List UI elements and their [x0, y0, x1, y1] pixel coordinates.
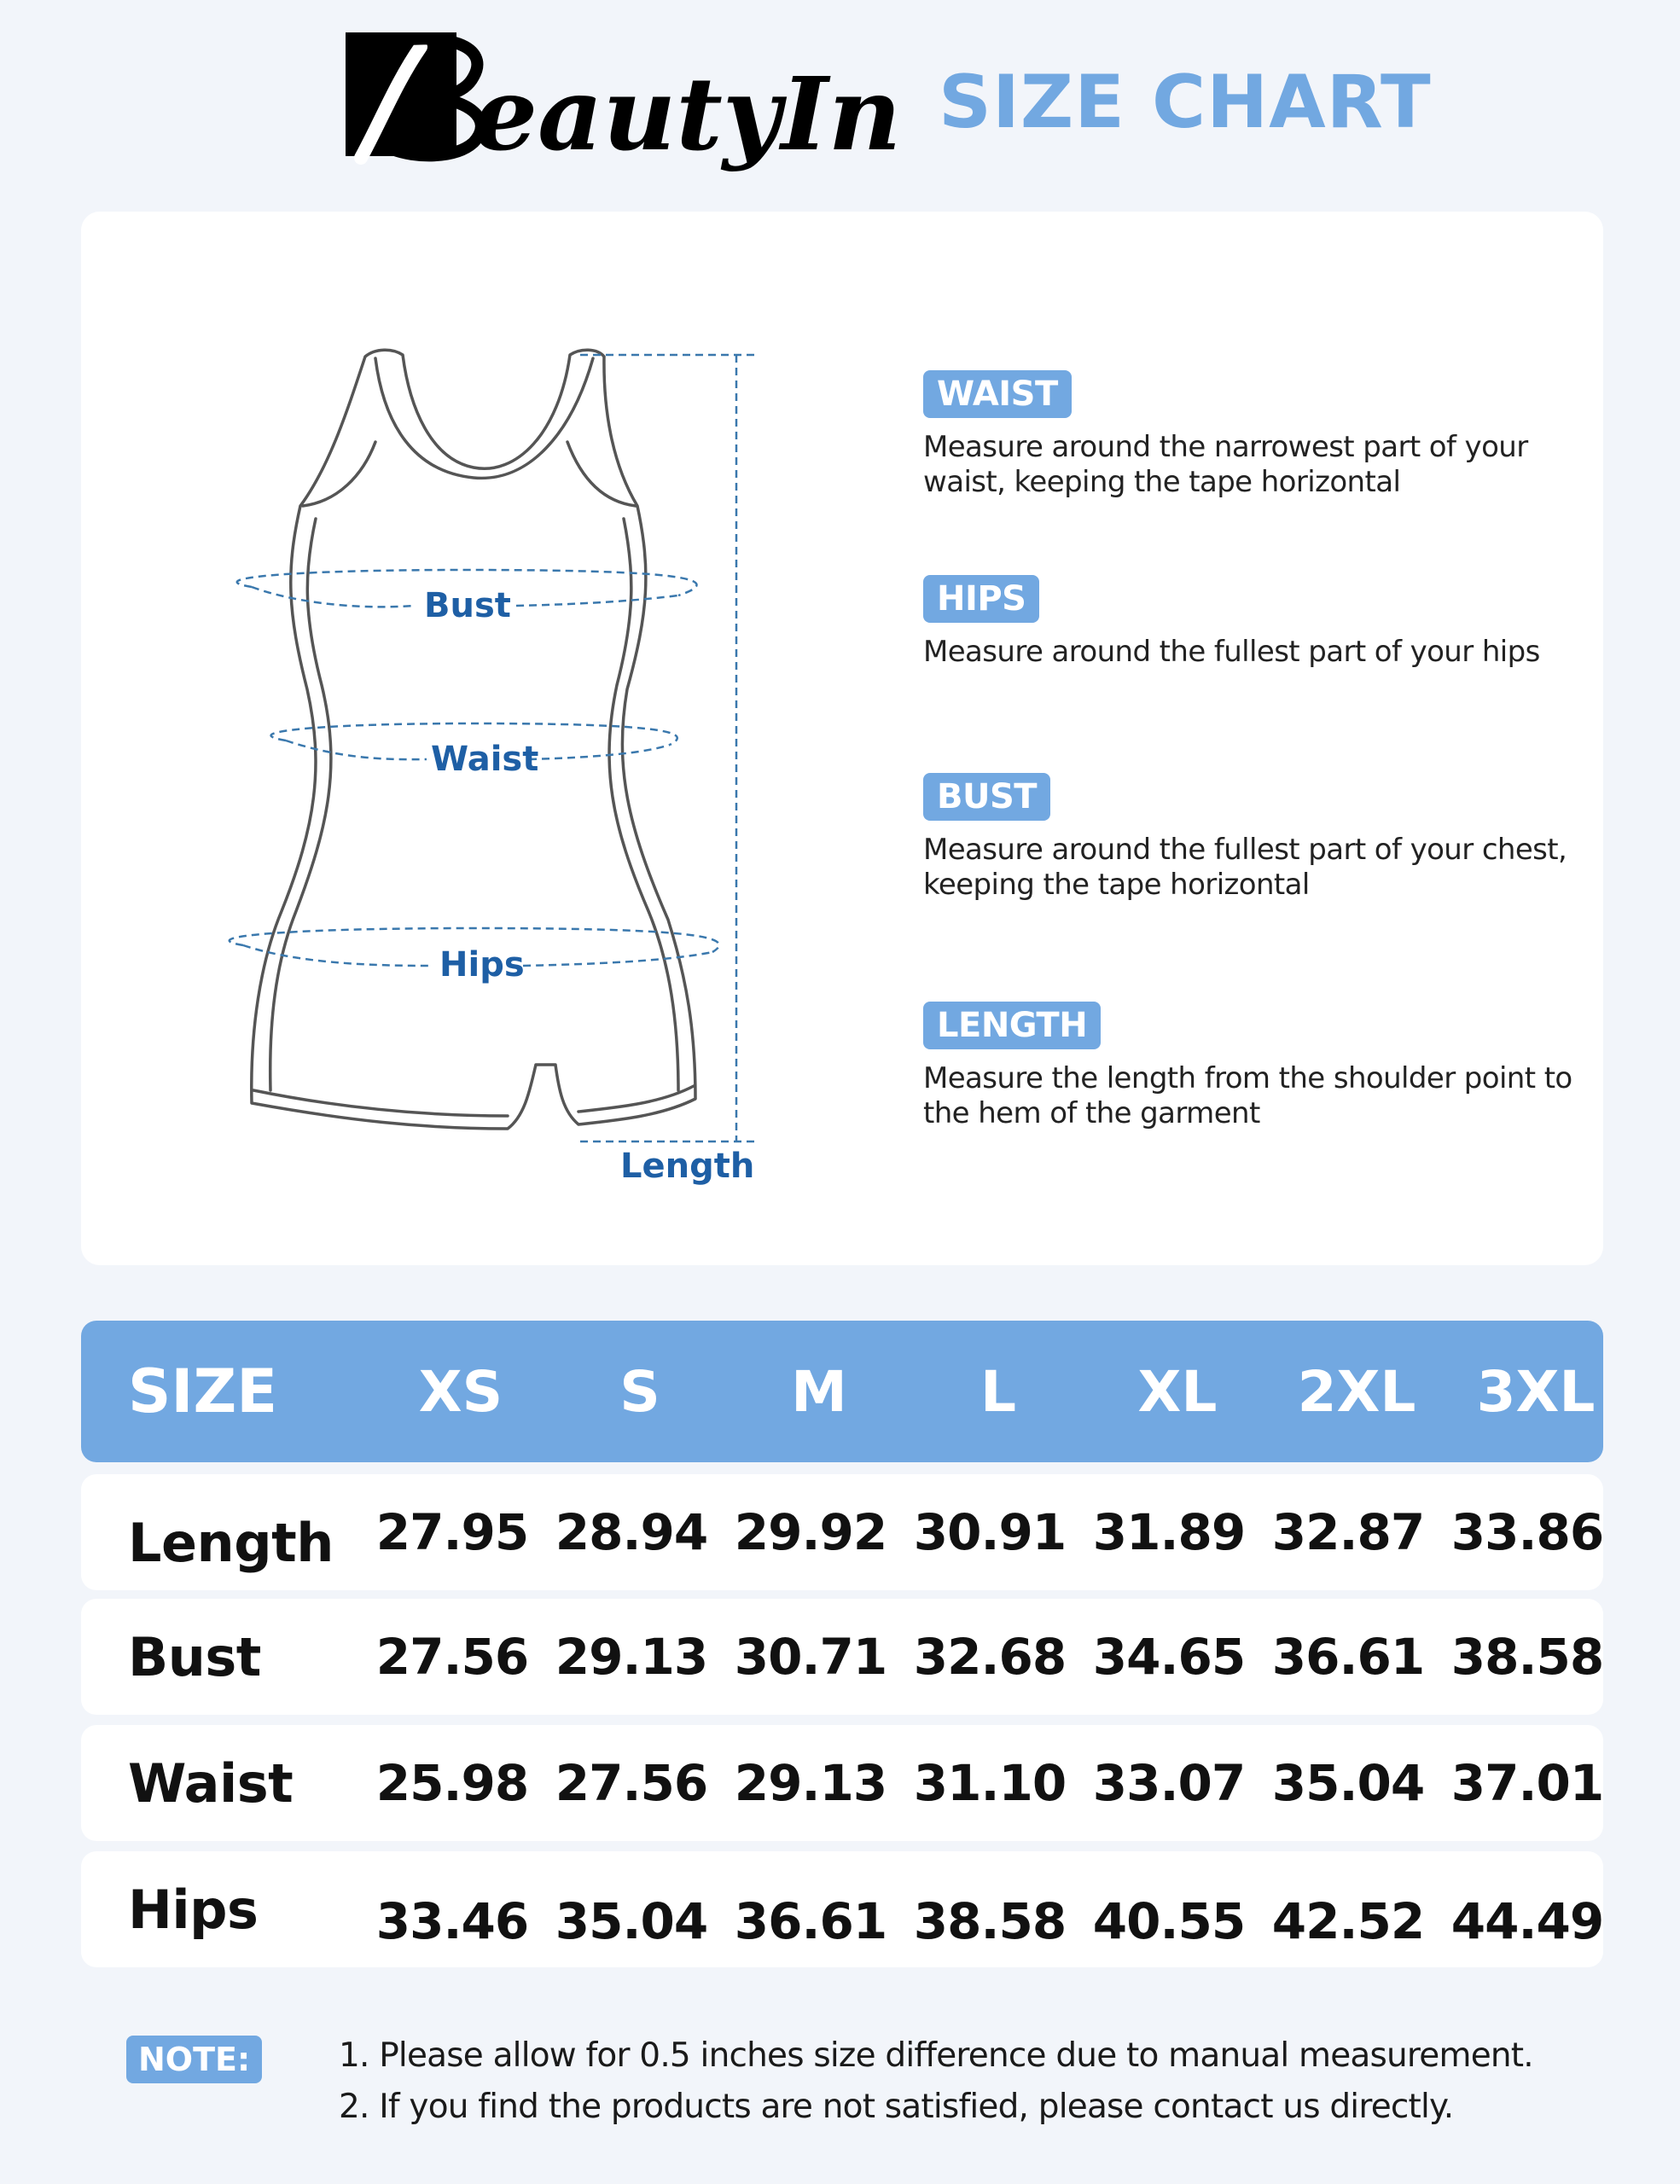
table-cell: 40.55: [1092, 1892, 1246, 1950]
guide-hips-text: Measure around the fullest part of your hips: [923, 635, 1540, 669]
guide-waist-text: Measure around the narrowest part of your waist, keeping the tape horizontal: [923, 430, 1528, 499]
table-cell: 37.01: [1450, 1754, 1604, 1812]
table-cell: 29.13: [734, 1754, 887, 1812]
table-cell: 36.61: [734, 1892, 887, 1950]
brand-logo: [346, 30, 904, 196]
notes: [339, 2030, 1619, 2133]
table-cell: 32.87: [1271, 1503, 1425, 1561]
table-cell: 27.56: [555, 1754, 708, 1812]
table-cell: 42.52: [1271, 1892, 1425, 1950]
table-cell: 33.86: [1450, 1503, 1604, 1561]
table-cell: 30.71: [734, 1628, 887, 1686]
header-size-3xl: 3XL: [1476, 1358, 1596, 1425]
table-cell: 32.68: [913, 1628, 1067, 1686]
guide-length: [923, 1002, 1589, 1131]
guide-length-text: Measure the length from the shoulder point to the hem of the garment: [923, 1061, 1572, 1130]
header-size-label: SIZE: [128, 1356, 278, 1426]
table-cell: 33.07: [1092, 1754, 1246, 1812]
logo-wordmark: eautyIn: [474, 55, 902, 173]
table-cell: 28.94: [555, 1503, 708, 1561]
row-label: Hips: [128, 1878, 259, 1941]
row-label: Waist: [128, 1751, 294, 1815]
header-size-s: S: [619, 1358, 660, 1425]
table-cell: 35.04: [555, 1892, 708, 1950]
guide-waist-title: WAIST: [923, 370, 1072, 418]
header: [0, 0, 1680, 205]
note-badge: NOTE:: [126, 2036, 262, 2083]
table-header: [81, 1321, 1603, 1462]
table-cell: 27.56: [375, 1628, 529, 1686]
header-size-m: M: [791, 1358, 847, 1425]
note-line-1: 1. Please allow for 0.5 inches size difference due to manual measurement.: [339, 2036, 1533, 2075]
table-row-hips: [81, 1851, 1603, 1967]
table-cell: 44.49: [1450, 1892, 1604, 1950]
header-size-l: L: [980, 1358, 1017, 1425]
table-cell: 34.65: [1092, 1628, 1246, 1686]
table-cell: 38.58: [1450, 1628, 1604, 1686]
table-cell: 25.98: [375, 1754, 529, 1812]
figure-label-waist: Waist: [431, 740, 539, 779]
header-size-2xl: 2XL: [1297, 1358, 1416, 1425]
guide-bust-text: Measure around the fullest part of your chest, keeping the tape horizontal: [923, 833, 1567, 902]
table-cell: 35.04: [1271, 1754, 1425, 1812]
length-measure-line: [580, 355, 755, 1141]
size-chart-title: SIZE CHART: [939, 60, 1432, 145]
guide-length-title: LENGTH: [923, 1002, 1101, 1049]
figure-label-bust: Bust: [424, 586, 511, 625]
guide-bust-title: BUST: [923, 773, 1050, 821]
swimsuit-figure: [81, 212, 849, 1265]
table-cell: 33.46: [375, 1892, 529, 1950]
figure-label-hips: Hips: [439, 945, 525, 985]
guide-waist: [923, 370, 1589, 500]
table-cell: 27.95: [375, 1503, 529, 1561]
table-cell: 30.91: [913, 1503, 1067, 1561]
row-label: Bust: [128, 1625, 261, 1688]
guide-bust: [923, 773, 1589, 903]
table-cell: 36.61: [1271, 1628, 1425, 1686]
table-row-length: [81, 1474, 1603, 1590]
table-row-waist: [81, 1725, 1603, 1841]
table-cell: 31.89: [1092, 1503, 1246, 1561]
table-cell: 29.13: [555, 1628, 708, 1686]
row-label: Length: [128, 1511, 334, 1574]
figure-label-length: Length: [620, 1147, 755, 1186]
guide-hips-title: HIPS: [923, 575, 1039, 623]
table-row-bust: [81, 1599, 1603, 1715]
measurement-guide-card: [81, 212, 1603, 1265]
header-size-xl: XL: [1137, 1358, 1218, 1425]
note-line-2: 2. If you find the products are not satisfied, please contact us directly.: [339, 2088, 1454, 2126]
table-cell: 29.92: [734, 1503, 887, 1561]
table-cell: 31.10: [913, 1754, 1067, 1812]
header-size-xs: XS: [418, 1358, 503, 1425]
guide-hips: [923, 575, 1589, 670]
table-cell: 38.58: [913, 1892, 1067, 1950]
